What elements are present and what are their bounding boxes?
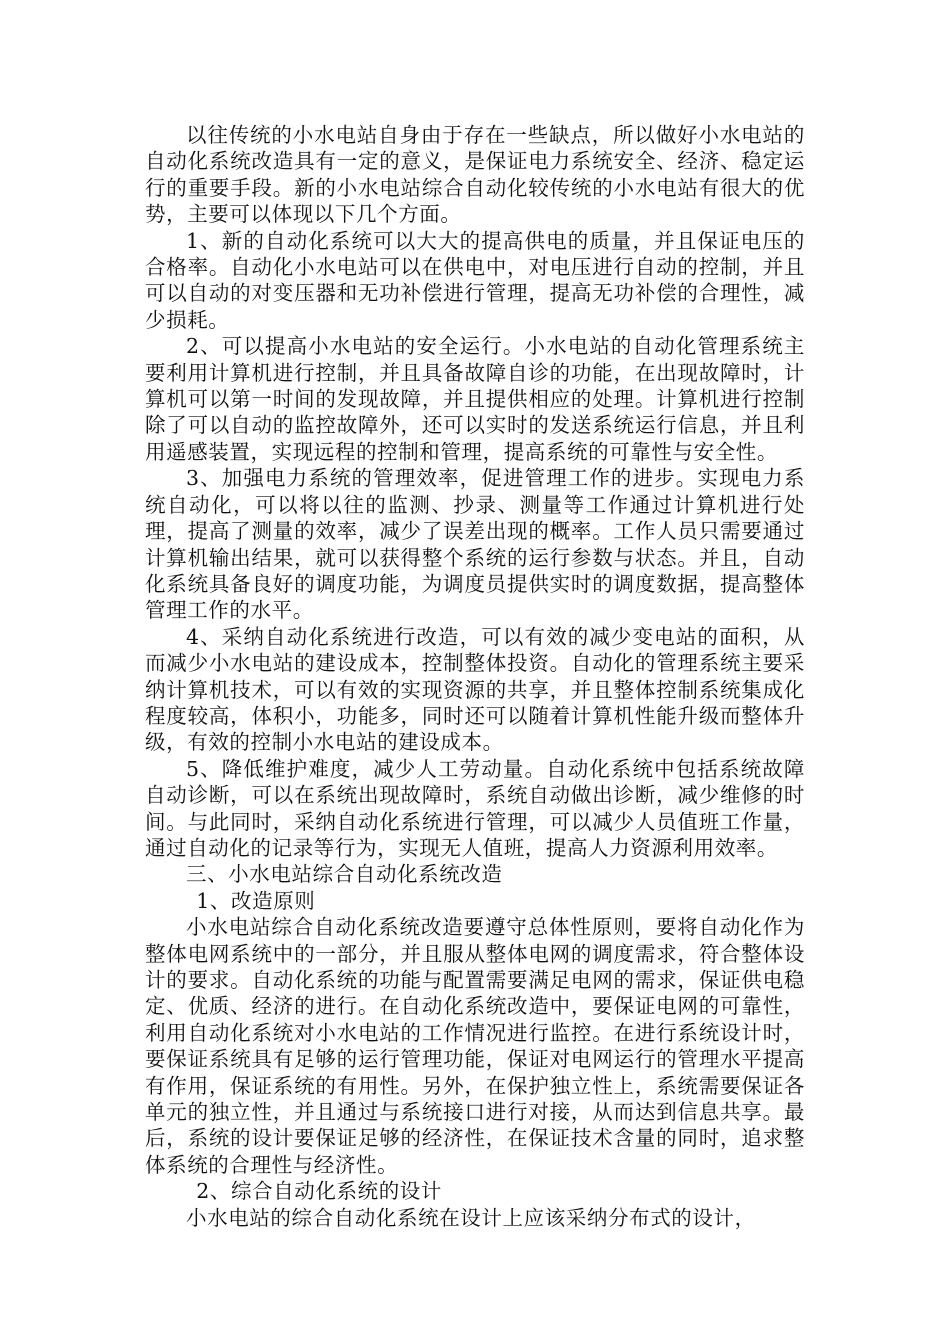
paragraph-advantage-3: 3、加强电力系统的管理效率，促进管理工作的进步。实现电力系统自动化，可以将以往的监测、抄录、测量等工作通过计算机进行处理，提高了测量的效率，减少了误差出现的概率。工作人员只需要通过计算机输出结果，就可以获得整个系统的运行参数与状态。并且，自动化系统具备良好的调度功能，为调度员提供实时的调度数据，提高整体管理工作的水平。 (145, 466, 805, 623)
section-heading-3: 三、小水电站综合自动化系统改造 (186, 862, 503, 887)
paragraph-advantage-2: 2、可以提高小水电站的安全运行。小水电站的自动化管理系统主要利用计算机进行控制，并且具备故障自诊的功能，在出现故障时，计算机可以第一时间的发现故障，并且提供相应的处理。计算机进行控制除了可以自动的监控故障外，还可以实时的发送系统运行信息，并且利用遥感装置，实现远程的控制和管理，提高系统的可靠性与安全性。 (145, 334, 805, 464)
paragraph-intro: 以往传统的小水电站自身由于存在一些缺点，所以做好小水电站的自动化系统改造具有一定的意义，是保证电力系统安全、经济、稳定运行的重要手段。新的小水电站综合自动化较传统的小水电站有很大的优势，主要可以体现以下几个方面。 (145, 123, 805, 227)
paragraph-design: 小水电站的综合自动化系统在设计上应该采纳分布式的设计， (186, 1205, 756, 1230)
subheading-design: 2、综合自动化系统的设计 (196, 1179, 442, 1204)
document-body (145, 122, 805, 1231)
subheading-principles: 1、改造原则 (196, 888, 316, 913)
paragraph-principles: 小水电站综合自动化系统改造要遵守总体性原则，要将自动化作为整体电网系统中的一部分，并且服从整体电网的调度需求，符合整体设计的要求。自动化系统的功能与配置需要满足电网的需求，保证供电稳定、优质、经济的进行。在自动化系统改造中，要保证电网的可靠性，利用自动化系统对小水电站的工作情况进行监控。在进行系统设计时，要保证系统具有足够的运行管理功能，保证对电网运行的管理水平提高有作用，保证系统的有用性。另外，在保护独立性上，系统需要保证各单元的独立性，并且通过与系统接口进行对接，从而达到信息共享。最后，系统的设计要保证足够的经济性，在保证技术含量的同时，追求整体系统的合理性与经济性。 (145, 915, 805, 1177)
paragraph-advantage-1: 1、新的自动化系统可以大大的提高供电的质量，并且保证电压的合格率。自动化小水电站可以在供电中，对电压进行自动的控制，并且可以自动的对变压器和无功补偿进行管理，提高无功补偿的合理性，减少损耗。 (145, 228, 805, 332)
paragraph-advantage-5: 5、降低维护难度，减少人工劳动量。自动化系统中包括系统故障自动诊断，可以在系统出现故障时，系统自动做出诊断，减少维修的时间。与此同时，采纳自动化系统进行管理，可以减少人员值班工作量，通过自动化的记录等行为，实现无人值班，提高人力资源利用效率。 (145, 756, 805, 860)
paragraph-advantage-4: 4、采纳自动化系统进行改造，可以有效的减少变电站的面积，从而减少小水电站的建设成本，控制整体投资。自动化的管理系统主要采纳计算机技术，可以有效的实现资源的共享，并且整体控制系统集成化程度较高，体积小，功能多，同时还可以随着计算机性能升级而整体升级，有效的控制小水电站的建设成本。 (145, 624, 805, 755)
